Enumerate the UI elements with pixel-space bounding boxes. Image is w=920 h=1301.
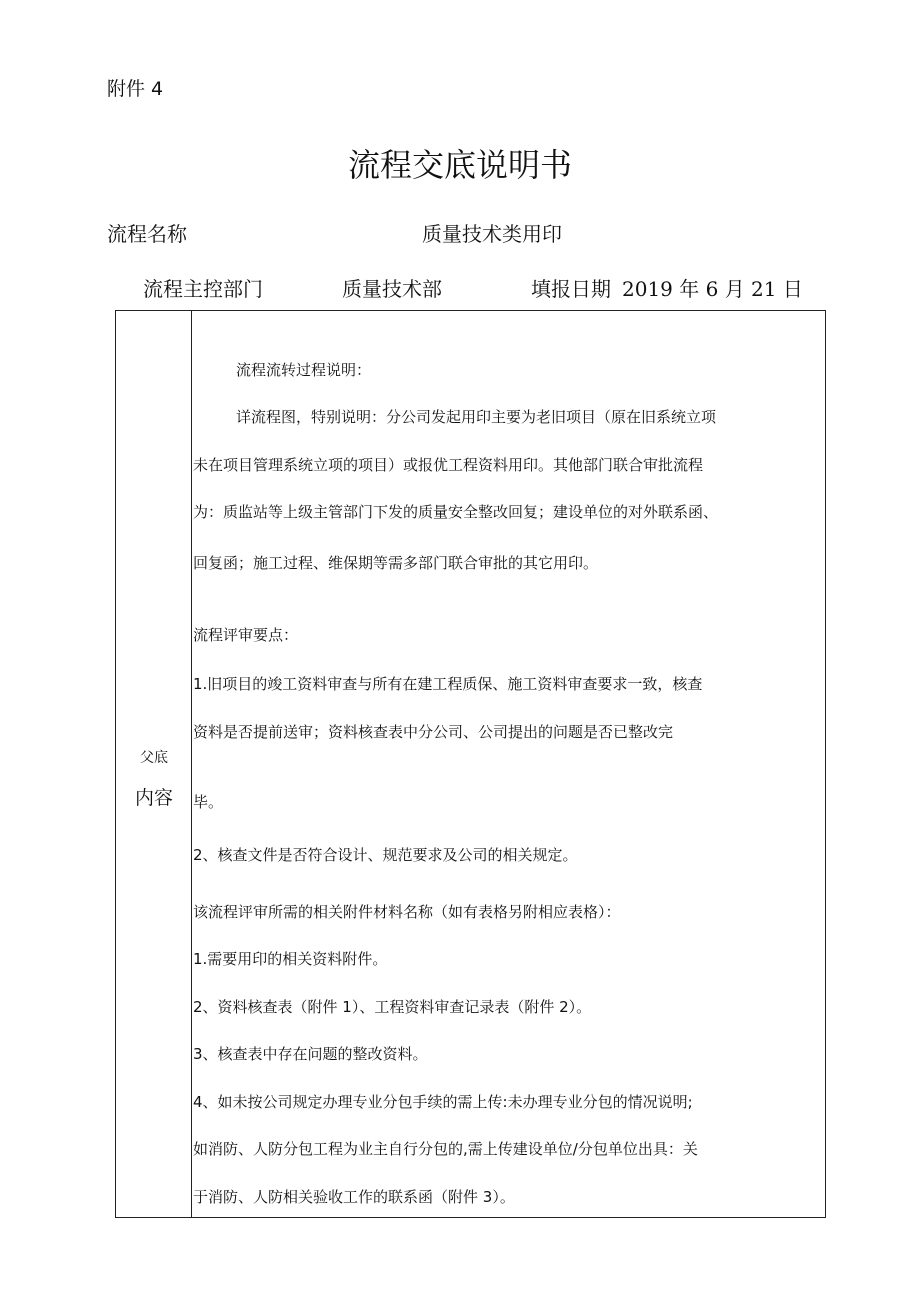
content-line: 4、如未按公司规定办理专业分包手续的需上传:未办理专业分包的情况说明; [193,1093,693,1111]
column-divider [191,311,192,1217]
content-line: 于消防、人防相关验收工作的联系函（附件 3）。 [193,1188,515,1206]
row-label-small: 父底 [140,750,168,766]
content-line: 毕。 [193,793,224,811]
content-line: 资料是否提前送审；资料核查表中分公司、公司提出的问题是否已整改完 [193,723,674,741]
content-line: 1.需要用印的相关资料附件。 [193,950,388,968]
process-name-value: 质量技术类用印 [422,222,562,246]
content-line: 流程流转过程说明： [236,361,372,379]
content-line: 回复函；施工过程、维保期等需多部门联合审批的其它用印。 [193,554,599,572]
row-label-content: 内容 [134,787,173,809]
content-line: 1.旧项目的竣工资料审查与所有在建工程质保、施工资料审查要求一致，核查 [193,675,703,693]
content-line: 未在项目管理系统立项的项目）或报优工程资料用印。其他部门联合审批流程 [193,456,704,474]
dept-label: 流程主控部门 [143,277,263,301]
content-line: 为：质监站等上级主管部门下发的质量安全整改回复；建设单位的对外联系函、 [193,503,719,521]
process-name-label: 流程名称 [107,222,187,246]
content-line: 2、资料核查表（附件 1）、工程资料审查记录表（附件 2）。 [193,998,592,1016]
content-line: 详流程图，特别说明：分公司发起用印主要为老旧项目（原在旧系统立项 [236,408,717,426]
content-line: 该流程评审所需的相关附件材料名称（如有表格另附相应表格）： [193,903,621,921]
date-label: 填报日期 [531,277,611,301]
content-line: 流程评审要点： [193,626,299,644]
document-title: 流程交底说明书 [347,146,572,184]
content-line: 2、核查文件是否符合设计、规范要求及公司的相关规定。 [193,846,578,864]
attachment-label: 附件 4 [107,78,164,100]
dept-value: 质量技术部 [342,277,442,301]
content-line: 3、核查表中存在问题的整改资料。 [193,1045,428,1063]
content-line: 如消防、人防分包工程为业主自行分包的,需上传建设单位/分包单位出具：关 [193,1140,698,1158]
content-table [115,310,826,1218]
date-value: 2019 年 6 月 21 日 [622,277,803,301]
